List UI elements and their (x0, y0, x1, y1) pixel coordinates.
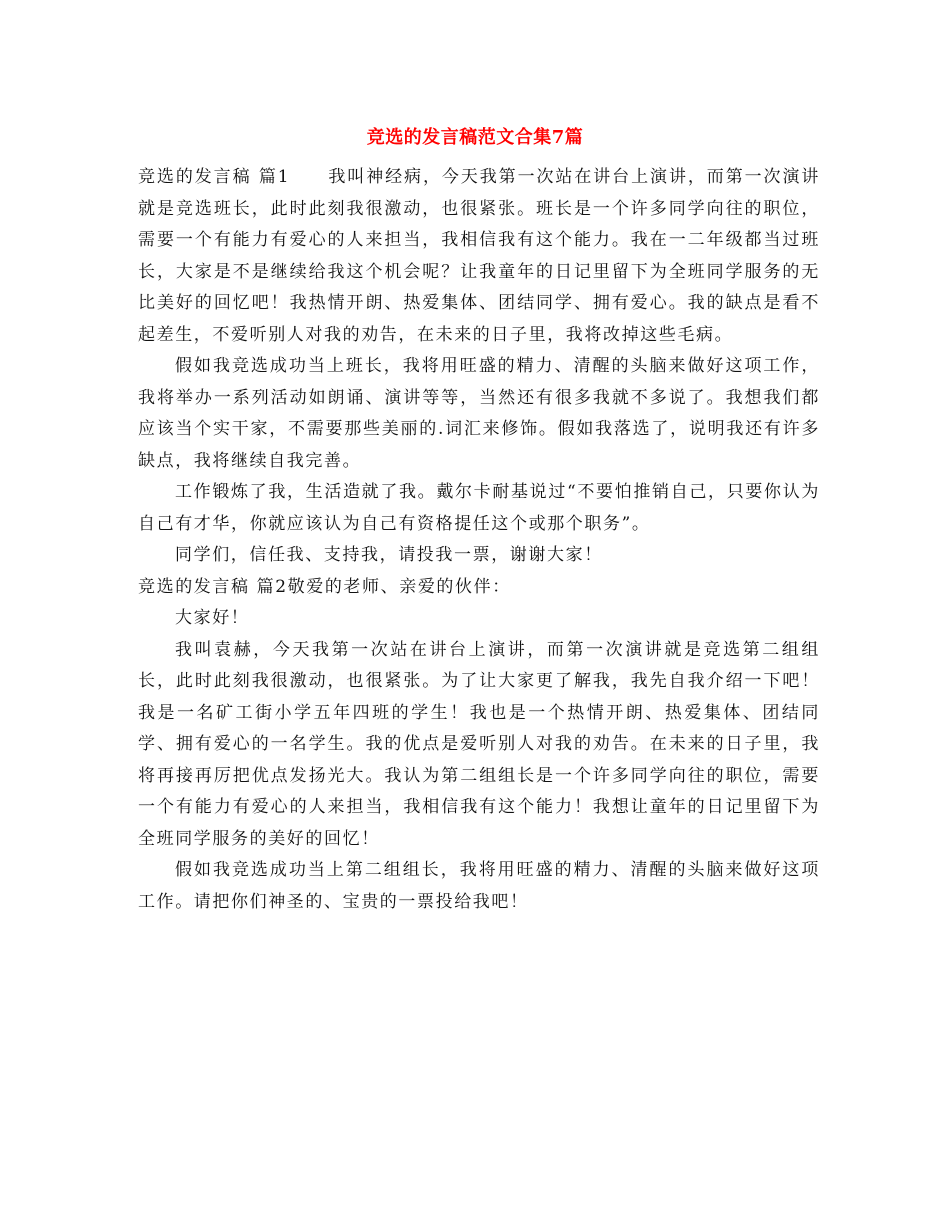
paragraph-speech-2-greeting: 大家好！ (175, 608, 250, 628)
document-title: 竞选的发言稿范文合集7篇 (366, 127, 584, 148)
paragraph-speech-1-quote: 工作锻炼了我，生活造就了我。戴尔卡耐基说过“不要怕推销自己，只要你认为自己有才华，你就应该认为自己有资格提任这个或那个职务”。 (138, 482, 820, 534)
paragraph-speech-2-closing: 假如我竞选成功当上第二组组长，我将用旺盛的精力、清醒的头脑来做好这项工作。请把你们神圣的、宝贵的一票投给我吧！ (138, 860, 820, 912)
document-body (138, 162, 820, 918)
paragraph-speech-2-intro: 我叫袁赫，今天我第一次站在讲台上演讲，而第一次演讲就是竞选第二组组长，此时此刻我很激动，也很紧张。为了让大家更了解我，我先自我介绍一下吧！我是一名矿工街小学五年四班的学生！我也是一个热情开朗、热爱集体、团结同学、拥有爱心的一名学生。我的优点是爱听别人对我的劝告。在未来的日子里，我将再接再厉把优点发扬光大。我认为第二组组长是一个许多同学向往的职位，需要一个有能力有爱心的人来担当，我相信我有这个能力！我想让童年的日记里留下为全班同学服务的美好的回忆！ (138, 639, 820, 849)
paragraph-speech-2-heading: 竞选的发言稿 篇2敬爱的老师、亲爱的伙伴： (138, 576, 511, 597)
paragraph-speech-1-intro: 竞选的发言稿 篇1 我叫神经病，今天我第一次站在讲台上演讲，而第一次演讲就是竞选班长，此时此刻我很激动，也很紧张。班长是一个许多同学向往的职位，需要一个有能力有爱心的人来担当，我相信我有这个能力。我在一二年级都当过班长，大家是不是继续给我这个机会呢？让我童年的日记里留下为全班同学服务的无比美好的回忆吧！我热情开朗、热爱集体、团结同学、拥有爱心。我的缺点是看不起差生，不爱听别人对我的劝告，在未来的日子里，我将改掉这些毛病。 (138, 167, 820, 345)
paragraph-speech-1-closing: 同学们，信任我、支持我，请投我一票，谢谢大家！ (175, 545, 603, 565)
paragraph-speech-1-plan: 假如我竞选成功当上班长，我将用旺盛的精力、清醒的头脑来做好这项工作，我将举办一系列活动如朗诵、演讲等等，当然还有很多我就不多说了。我想我们都应该当个实干家，不需要那些美丽的.词汇来修饰。假如我落选了，说明我还有许多缺点，我将继续自我完善。 (138, 356, 820, 471)
